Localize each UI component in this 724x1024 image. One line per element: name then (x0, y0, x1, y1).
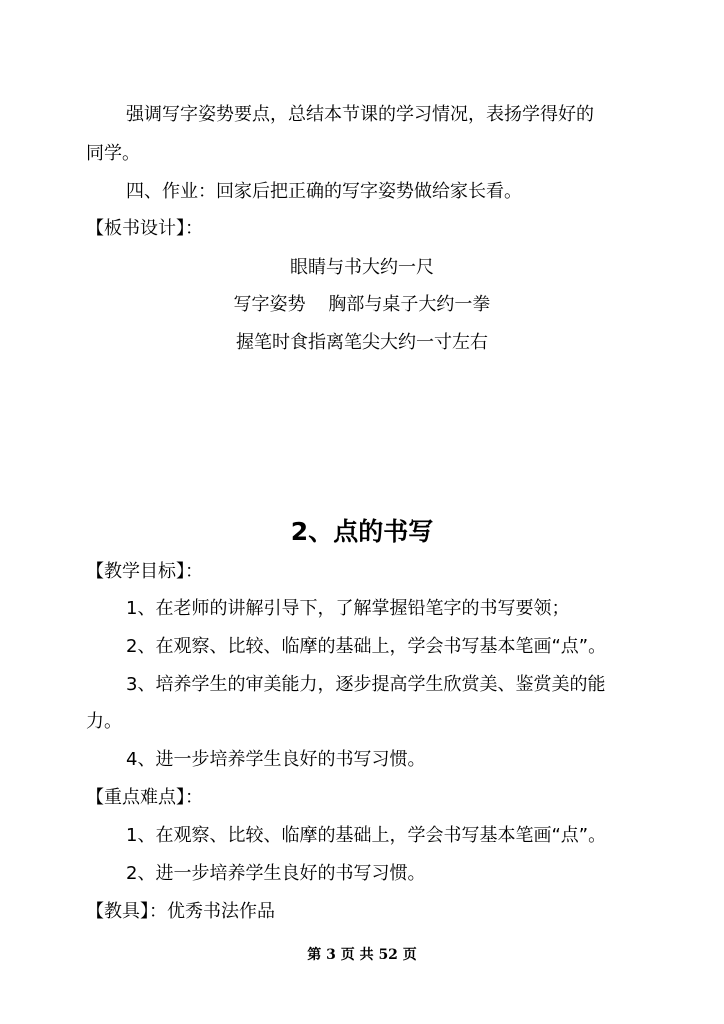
key-point-item-1: 1、在观察、比较、临摩的基础上，学会书写基本笔画“点”。 (126, 825, 607, 846)
homework-line: 四、作业：回家后把正确的写字姿势做给家长看。 (126, 181, 522, 202)
objective-item-4: 4、进一步培养学生良好的书写习惯。 (126, 749, 426, 770)
board-design-heading: 【板书设计】： (86, 218, 203, 239)
objective-item-1: 1、在老师的讲解引导下，了解掌握铅笔字的书写要领； (126, 598, 570, 619)
objective-item-2: 2、在观察、比较、临摩的基础上，学会书写基本笔画“点”。 (126, 636, 607, 657)
board-row-eyes: 眼睛与书大约一尺 (290, 257, 434, 278)
objectives-heading: 【教学目标】： (86, 561, 203, 582)
lesson-title: 2、点的书写 (290, 517, 434, 546)
paragraph-summary-line2: 同学。 (86, 143, 140, 164)
paragraph-summary-line1: 强调写字姿势要点，总结本节课的学习情况，表扬学得好的 (126, 104, 594, 125)
objective-item-3-line1: 3、培养学生的审美能力，逐步提高学生欣赏美、鉴赏美的能 (126, 674, 606, 695)
objective-item-3-line2: 力。 (86, 711, 122, 732)
key-point-item-2: 2、进一步培养学生良好的书写习惯。 (126, 863, 426, 884)
board-row-posture: 写字姿势 胸部与桌子大约一拳 (233, 294, 491, 315)
key-points-heading: 【重点难点】： (86, 787, 203, 808)
board-row-pen-grip: 握笔时食指离笔尖大约一寸左右 (236, 332, 488, 353)
teaching-tools-line: 【教具】：优秀书法作品 (86, 901, 275, 922)
page-footer: 第 3 页 共 52 页 (307, 947, 417, 963)
